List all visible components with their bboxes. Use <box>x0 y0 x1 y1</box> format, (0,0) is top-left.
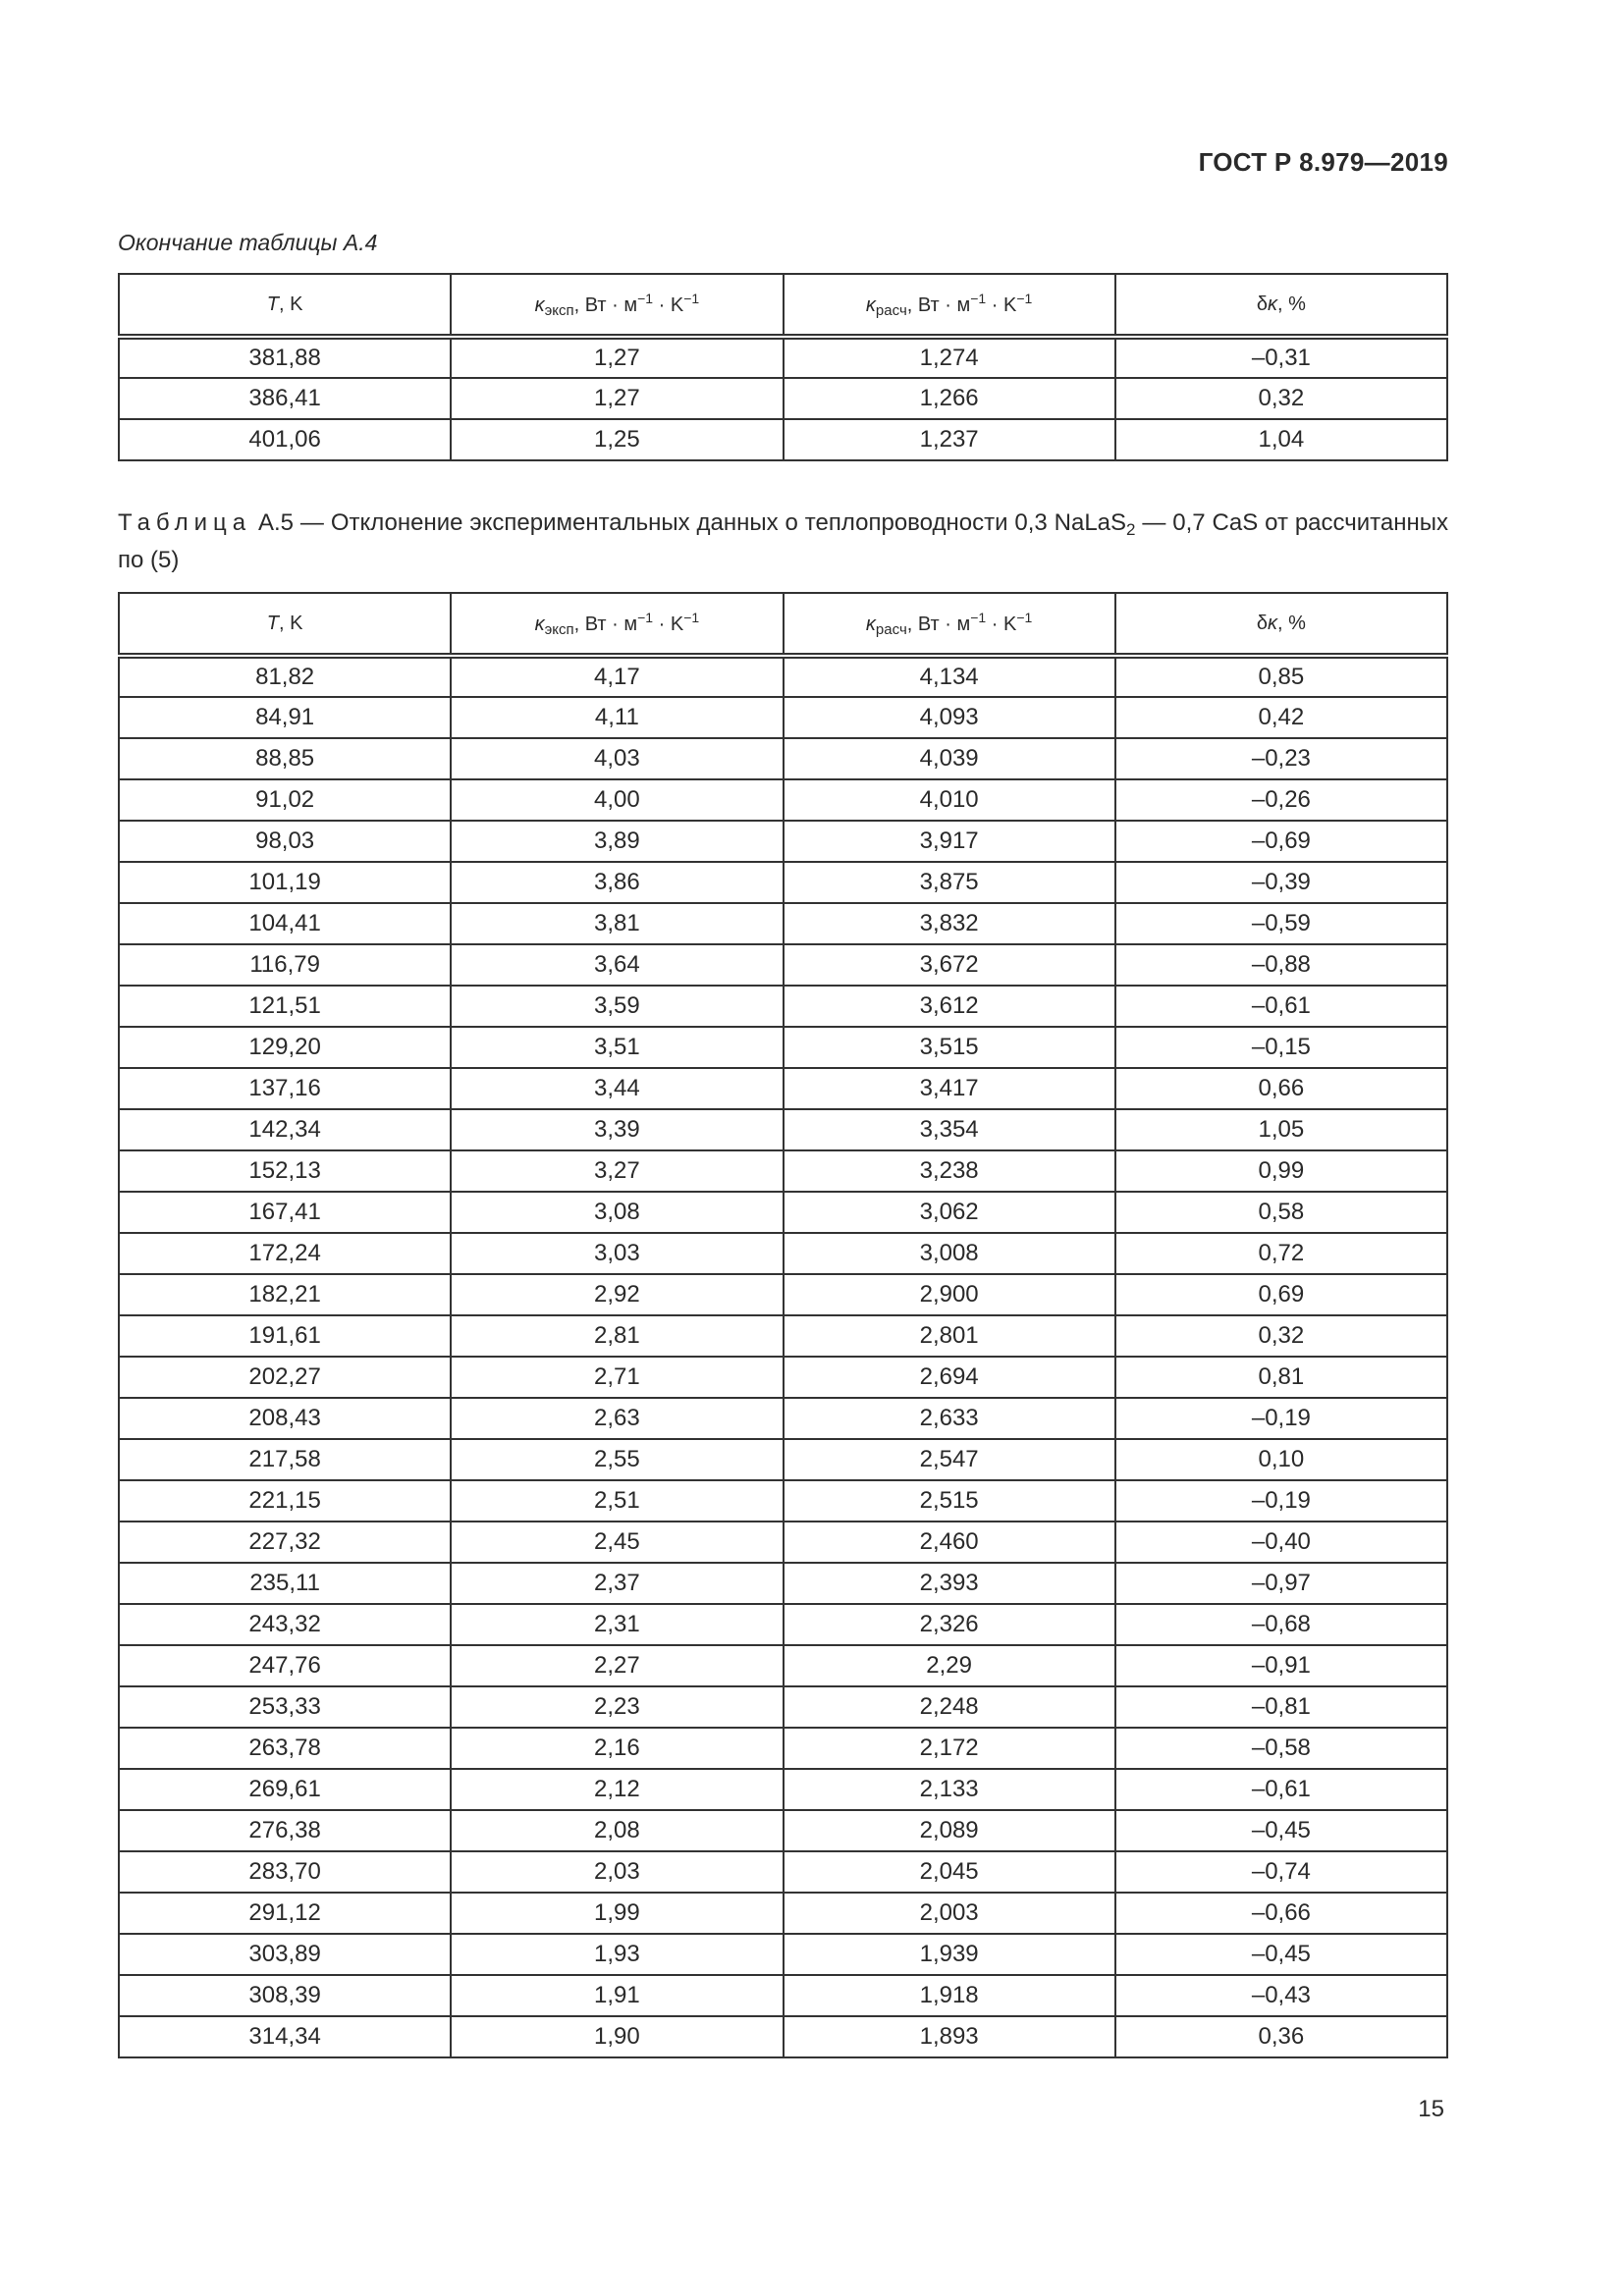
cell-kappa-calc: 2,248 <box>784 1686 1115 1728</box>
cell-kappa-calc: 1,939 <box>784 1934 1115 1975</box>
cell-kappa-calc: 1,274 <box>784 337 1115 378</box>
cell-kappa-calc: 4,093 <box>784 697 1115 738</box>
cell-kappa-calc: 3,832 <box>784 903 1115 944</box>
cell-deviation: 0,81 <box>1115 1357 1447 1398</box>
cell-kappa-exp: 2,08 <box>451 1810 783 1851</box>
cell-deviation: –0,81 <box>1115 1686 1447 1728</box>
cell-temperature: 142,34 <box>119 1109 451 1150</box>
cell-kappa-exp: 2,92 <box>451 1274 783 1315</box>
cell-deviation: –0,15 <box>1115 1027 1447 1068</box>
table-row <box>119 944 1447 986</box>
cell-deviation: –0,74 <box>1115 1851 1447 1893</box>
table-row <box>119 656 1447 697</box>
cell-kappa-calc: 3,672 <box>784 944 1115 986</box>
cell-temperature: 137,16 <box>119 1068 451 1109</box>
table-row <box>119 1645 1447 1686</box>
cell-kappa-calc: 3,417 <box>784 1068 1115 1109</box>
document-code: ГОСТ Р 8.979—2019 <box>1198 147 1448 177</box>
cell-kappa-exp: 2,03 <box>451 1851 783 1893</box>
cell-kappa-calc: 2,326 <box>784 1604 1115 1645</box>
column-header-deviation: δκ, % <box>1115 274 1447 337</box>
cell-kappa-exp: 1,91 <box>451 1975 783 2016</box>
cell-kappa-exp: 3,39 <box>451 1109 783 1150</box>
cell-kappa-calc: 4,039 <box>784 738 1115 779</box>
cell-kappa-exp: 3,08 <box>451 1192 783 1233</box>
table-row <box>119 2016 1447 2057</box>
cell-temperature: 167,41 <box>119 1192 451 1233</box>
cell-deviation: –0,68 <box>1115 1604 1447 1645</box>
table-row <box>119 1522 1447 1563</box>
table-row <box>119 1150 1447 1192</box>
column-header-temperature: T, K <box>119 593 451 656</box>
column-header-kappa-exp: $\kappa_{эксп}$, Вт · $м^{-1} \cdot K^{-1}$ <box>451 593 783 656</box>
cell-kappa-exp: 2,71 <box>451 1357 783 1398</box>
cell-deviation: 0,72 <box>1115 1233 1447 1274</box>
cell-temperature: 401,06 <box>119 419 451 460</box>
cell-deviation: –0,23 <box>1115 738 1447 779</box>
cell-kappa-calc: 2,045 <box>784 1851 1115 1893</box>
cell-temperature: 84,91 <box>119 697 451 738</box>
table-a4-continuation-caption: Окончание таблицы А.4 <box>118 230 378 255</box>
cell-temperature: 227,32 <box>119 1522 451 1563</box>
cell-temperature: 243,32 <box>119 1604 451 1645</box>
cell-temperature: 269,61 <box>119 1769 451 1810</box>
cell-deviation: 0,69 <box>1115 1274 1447 1315</box>
cell-kappa-calc: 1,266 <box>784 378 1115 419</box>
cell-deviation: 0,58 <box>1115 1192 1447 1233</box>
cell-kappa-calc: 3,917 <box>784 821 1115 862</box>
cell-kappa-calc: 2,29 <box>784 1645 1115 1686</box>
table-header-row <box>119 274 1447 337</box>
table-row <box>119 1068 1447 1109</box>
table-a4 <box>118 273 1448 461</box>
cell-kappa-exp: 1,90 <box>451 2016 783 2057</box>
cell-temperature: 314,34 <box>119 2016 451 2057</box>
cell-kappa-exp: 1,93 <box>451 1934 783 1975</box>
cell-temperature: 247,76 <box>119 1645 451 1686</box>
cell-deviation: 1,05 <box>1115 1109 1447 1150</box>
cell-kappa-exp: 3,59 <box>451 986 783 1027</box>
cell-temperature: 129,20 <box>119 1027 451 1068</box>
column-header-deviation: δκ, % <box>1115 593 1447 656</box>
cell-kappa-calc: 2,801 <box>784 1315 1115 1357</box>
cell-temperature: 217,58 <box>119 1439 451 1480</box>
table-a4-body <box>119 337 1447 460</box>
cell-kappa-calc: 2,633 <box>784 1398 1115 1439</box>
cell-kappa-exp: 2,27 <box>451 1645 783 1686</box>
cell-kappa-exp: 2,23 <box>451 1686 783 1728</box>
column-header-kappa-exp: $\kappa_{эксп}$, Вт · $м^{-1} \cdot K^{-1}$ <box>451 274 783 337</box>
cell-kappa-exp: 3,51 <box>451 1027 783 1068</box>
cell-deviation: –0,88 <box>1115 944 1447 986</box>
cell-kappa-exp: 3,03 <box>451 1233 783 1274</box>
cell-temperature: 91,02 <box>119 779 451 821</box>
cell-kappa-exp: 1,99 <box>451 1893 783 1934</box>
cell-temperature: 116,79 <box>119 944 451 986</box>
cell-kappa-calc: 1,237 <box>784 419 1115 460</box>
cell-kappa-exp: 2,63 <box>451 1398 783 1439</box>
cell-kappa-exp: 2,55 <box>451 1439 783 1480</box>
cell-kappa-exp: 2,31 <box>451 1604 783 1645</box>
cell-deviation: –0,58 <box>1115 1728 1447 1769</box>
page-number: 15 <box>1418 2096 1444 2122</box>
cell-kappa-calc: 1,918 <box>784 1975 1115 2016</box>
cell-temperature: 303,89 <box>119 1934 451 1975</box>
cell-kappa-calc: 3,875 <box>784 862 1115 903</box>
table-row <box>119 1274 1447 1315</box>
table-row <box>119 903 1447 944</box>
cell-kappa-exp: 2,45 <box>451 1522 783 1563</box>
cell-temperature: 263,78 <box>119 1728 451 1769</box>
cell-temperature: 381,88 <box>119 337 451 378</box>
cell-temperature: 235,11 <box>119 1563 451 1604</box>
cell-kappa-exp: 4,17 <box>451 656 783 697</box>
cell-kappa-exp: 3,64 <box>451 944 783 986</box>
cell-kappa-calc: 2,003 <box>784 1893 1115 1934</box>
cell-deviation: 0,32 <box>1115 378 1447 419</box>
cell-deviation: 0,85 <box>1115 656 1447 697</box>
table-a5-body <box>119 656 1447 2057</box>
cell-kappa-exp: 2,81 <box>451 1315 783 1357</box>
cell-deviation: –0,97 <box>1115 1563 1447 1604</box>
table-row <box>119 378 1447 419</box>
cell-temperature: 121,51 <box>119 986 451 1027</box>
cell-deviation: –0,45 <box>1115 1934 1447 1975</box>
cell-kappa-calc: 2,694 <box>784 1357 1115 1398</box>
cell-temperature: 253,33 <box>119 1686 451 1728</box>
cell-kappa-exp: 4,11 <box>451 697 783 738</box>
table-header-row <box>119 593 1447 656</box>
cell-temperature: 172,24 <box>119 1233 451 1274</box>
cell-kappa-calc: 3,354 <box>784 1109 1115 1150</box>
table-row <box>119 1027 1447 1068</box>
table-row <box>119 697 1447 738</box>
cell-deviation: 1,04 <box>1115 419 1447 460</box>
column-header-kappa-calc: $\kappa_{расч}$, Вт · $м^{-1} \cdot K^{-1}$ <box>784 593 1115 656</box>
table-row <box>119 1769 1447 1810</box>
table-row <box>119 1893 1447 1934</box>
cell-kappa-exp: 4,03 <box>451 738 783 779</box>
cell-kappa-calc: 1,893 <box>784 2016 1115 2057</box>
cell-deviation: –0,69 <box>1115 821 1447 862</box>
cell-kappa-calc: 2,460 <box>784 1522 1115 1563</box>
cell-deviation: 0,36 <box>1115 2016 1447 2057</box>
cell-kappa-calc: 4,134 <box>784 656 1115 697</box>
cell-deviation: –0,66 <box>1115 1893 1447 1934</box>
table-row <box>119 862 1447 903</box>
table-row <box>119 1604 1447 1645</box>
table-row <box>119 1563 1447 1604</box>
cell-kappa-exp: 3,27 <box>451 1150 783 1192</box>
cell-deviation: –0,19 <box>1115 1480 1447 1522</box>
cell-temperature: 276,38 <box>119 1810 451 1851</box>
cell-deviation: –0,31 <box>1115 337 1447 378</box>
table-a5-caption: Таблица А.5 — Отклонение экспериментальных данных о теплопроводности 0,3 NaLaS$_2$ — 0,7 CaS от рассчитанных по (5) <box>118 509 1448 573</box>
cell-deviation: –0,91 <box>1115 1645 1447 1686</box>
cell-kappa-calc: 2,172 <box>784 1728 1115 1769</box>
table-row <box>119 1686 1447 1728</box>
cell-temperature: 283,70 <box>119 1851 451 1893</box>
cell-kappa-calc: 3,612 <box>784 986 1115 1027</box>
column-header-temperature: T, K <box>119 274 451 337</box>
table-row <box>119 1439 1447 1480</box>
cell-kappa-calc: 3,062 <box>784 1192 1115 1233</box>
cell-kappa-exp: 3,86 <box>451 862 783 903</box>
cell-kappa-calc: 2,547 <box>784 1439 1115 1480</box>
cell-kappa-exp: 2,12 <box>451 1769 783 1810</box>
cell-temperature: 221,15 <box>119 1480 451 1522</box>
cell-kappa-exp: 3,89 <box>451 821 783 862</box>
cell-deviation: 0,99 <box>1115 1150 1447 1192</box>
table-row <box>119 337 1447 378</box>
cell-temperature: 104,41 <box>119 903 451 944</box>
table-row <box>119 419 1447 460</box>
cell-temperature: 191,61 <box>119 1315 451 1357</box>
cell-deviation: –0,61 <box>1115 986 1447 1027</box>
cell-kappa-calc: 3,008 <box>784 1233 1115 1274</box>
cell-deviation: –0,61 <box>1115 1769 1447 1810</box>
cell-kappa-exp: 2,37 <box>451 1563 783 1604</box>
column-header-kappa-calc: $\kappa_{расч}$, Вт · $м^{-1} \cdot K^{-1}$ <box>784 274 1115 337</box>
cell-kappa-calc: 3,238 <box>784 1150 1115 1192</box>
table-row <box>119 1810 1447 1851</box>
cell-deviation: –0,43 <box>1115 1975 1447 2016</box>
cell-deviation: –0,26 <box>1115 779 1447 821</box>
cell-temperature: 98,03 <box>119 821 451 862</box>
cell-kappa-calc: 2,393 <box>784 1563 1115 1604</box>
table-row <box>119 986 1447 1027</box>
cell-temperature: 182,21 <box>119 1274 451 1315</box>
table-row <box>119 1192 1447 1233</box>
cell-kappa-calc: 2,133 <box>784 1769 1115 1810</box>
cell-temperature: 208,43 <box>119 1398 451 1439</box>
cell-deviation: –0,40 <box>1115 1522 1447 1563</box>
table-row <box>119 1398 1447 1439</box>
table-row <box>119 1851 1447 1893</box>
table-row <box>119 779 1447 821</box>
cell-deviation: –0,45 <box>1115 1810 1447 1851</box>
cell-temperature: 202,27 <box>119 1357 451 1398</box>
cell-kappa-exp: 3,44 <box>451 1068 783 1109</box>
table-a5 <box>118 592 1448 2058</box>
cell-temperature: 81,82 <box>119 656 451 697</box>
cell-temperature: 101,19 <box>119 862 451 903</box>
cell-kappa-calc: 2,089 <box>784 1810 1115 1851</box>
table-row <box>119 738 1447 779</box>
cell-kappa-calc: 3,515 <box>784 1027 1115 1068</box>
cell-deviation: 0,42 <box>1115 697 1447 738</box>
table-row <box>119 1233 1447 1274</box>
cell-deviation: 0,32 <box>1115 1315 1447 1357</box>
cell-deviation: –0,19 <box>1115 1398 1447 1439</box>
table-row <box>119 1357 1447 1398</box>
table-row <box>119 1975 1447 2016</box>
cell-temperature: 308,39 <box>119 1975 451 2016</box>
cell-temperature: 291,12 <box>119 1893 451 1934</box>
table-row <box>119 821 1447 862</box>
cell-kappa-exp: 1,27 <box>451 378 783 419</box>
cell-kappa-calc: 2,900 <box>784 1274 1115 1315</box>
cell-kappa-exp: 2,16 <box>451 1728 783 1769</box>
cell-deviation: 0,10 <box>1115 1439 1447 1480</box>
cell-kappa-exp: 1,27 <box>451 337 783 378</box>
cell-temperature: 386,41 <box>119 378 451 419</box>
table-row <box>119 1109 1447 1150</box>
cell-kappa-exp: 2,51 <box>451 1480 783 1522</box>
table-row <box>119 1728 1447 1769</box>
table-row <box>119 1934 1447 1975</box>
cell-deviation: –0,59 <box>1115 903 1447 944</box>
cell-deviation: 0,66 <box>1115 1068 1447 1109</box>
table-row <box>119 1315 1447 1357</box>
cell-temperature: 152,13 <box>119 1150 451 1192</box>
table-row <box>119 1480 1447 1522</box>
cell-kappa-exp: 3,81 <box>451 903 783 944</box>
cell-temperature: 88,85 <box>119 738 451 779</box>
cell-kappa-calc: 4,010 <box>784 779 1115 821</box>
cell-kappa-exp: 1,25 <box>451 419 783 460</box>
cell-deviation: –0,39 <box>1115 862 1447 903</box>
cell-kappa-exp: 4,00 <box>451 779 783 821</box>
cell-kappa-calc: 2,515 <box>784 1480 1115 1522</box>
